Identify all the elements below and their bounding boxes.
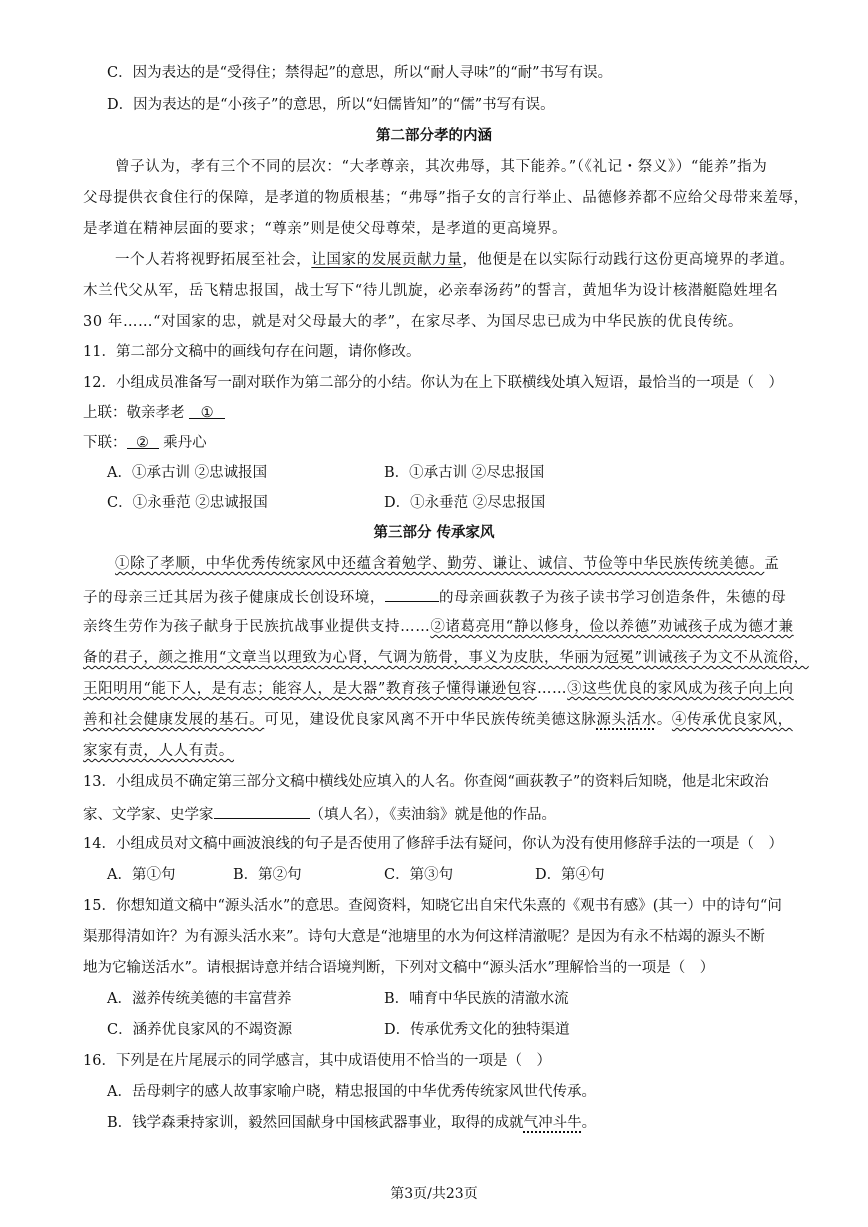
- question-11: 11．第二部分文稿中的画线句存在问题，请你修改。: [83, 344, 421, 360]
- option-c: C．涵养优良家风的不竭资源: [107, 1022, 293, 1038]
- answer-blank: [214, 802, 310, 819]
- question-15-line3: 地为它输送活水”。请根据诗意并结合语境判断，下列对文稿中“源头活水”理解恰当的一项是（ ）: [83, 960, 715, 976]
- paragraph-line: 木兰代父从军，岳飞精忠报国，战士写下“待儿凯旋，必亲奉汤药”的誓言，黄旭华为设计核潜艇隐姓埋名: [83, 283, 779, 299]
- paragraph-line: 王阳明用“能下人，是有志；能容人，是大器”教育孩子懂得谦逊包容……③这些优良的家风成为孩子向上向: [83, 681, 794, 697]
- paragraph-line: [83, 647, 809, 669]
- option-b: B．①承古训 ②尽忠报国: [384, 465, 545, 481]
- question-13-line1: 13．小组成员不确定第三部分文稿中横线处应填入的人名。你查阅“画荻教子”的资料后知晓，他是北宋政治: [83, 774, 769, 790]
- couplet-blank-2: ②: [127, 432, 159, 449]
- section-title-part2: 第二部分孝的内涵: [376, 128, 492, 144]
- underlined-sentence: 让国家的发展贡献力量: [311, 252, 463, 268]
- paragraph-line: 子的母亲三迁其居为孩子健康成长创设环境， 的母亲画荻教子为孩子读书学习创造条件，朱德的母: [83, 585, 786, 609]
- paragraph-line: 一个人若将视野拓展至社会，让国家的发展贡献力量，他便是在以实际行动践行这份更高境界的孝道。: [115, 252, 795, 268]
- paragraph-line: 亲终生劳作为孩子献身于民族抗战事业提供支持……②诸葛亮用“静以修身，俭以养德”劝诫孩子成为德才兼: [83, 619, 794, 635]
- option-a: A．①承古训 ②忠诚报国: [107, 465, 268, 481]
- wavy-sentence-3: ③这些优良的家风成为孩子向上向: [567, 681, 794, 697]
- question-15-line2: 渠那得清如许？为有源头活水来”。诗句大意是“池塘里的水为何这样清澈呢？是因为有永不枯竭的源头不断: [83, 929, 765, 945]
- wavy-sentence-2-end: 王阳明用“能下人，是有志；能容人，是大器”教育孩子懂得谦逊包容: [83, 681, 537, 697]
- name-blank: [385, 585, 439, 602]
- couplet-blank-1: ①: [189, 402, 225, 419]
- option-d: D．第④句: [535, 867, 605, 883]
- section-title-part3: 第三部分 传承家风: [373, 525, 495, 541]
- question-12-stem: 12．小组成员准备写一副对联作为第二部分的小结。你认为在上下联横线处填入短语，最恰当的一项是（ ）: [83, 375, 783, 391]
- option-d: D．①永垂范 ②尽忠报国: [384, 495, 546, 511]
- paragraph-line: ①除了孝顺，中华优秀传统家风中还蕴含着勉学、勤劳、谦让、诚信、节俭等中华民族传统美德。孟: [115, 556, 780, 572]
- option-b: B．第②句: [233, 867, 302, 883]
- wavy-sentence-4: ④传承优良家风，: [671, 712, 793, 728]
- wavy-sentence-2: ②诸葛亮用“静以修身，俭以养德”劝诫孩子成为德才兼: [430, 619, 794, 635]
- wavy-sentence-4-cont: 家家有责，人人有责。: [83, 743, 234, 759]
- option-b: B．钱学森秉持家训，毅然回国献身中国核武器事业，取得的成就气冲斗牛。: [107, 1115, 597, 1131]
- option-d: D．传承优秀文化的独特渠道: [384, 1022, 570, 1038]
- option-a: A．岳母刺字的感人故事家喻户晓，精忠报国的中华优秀传统家风世代传承。: [107, 1084, 596, 1100]
- wavy-sentence-2-cont: 备的君子，颜之推用“文章当以理致为心肾，气调为筋骨，事义为皮肤，华丽为冠冕”训诫孩子为文不从流俗，: [83, 650, 809, 666]
- option-d: D．因为表达的是“小孩子”的意思，所以“妇儒皆知”的“儒”书写有误。: [107, 97, 555, 113]
- dotted-idiom: 气冲斗牛: [523, 1115, 582, 1131]
- wavy-sentence-3-cont: 善和社会健康发展的基石。: [83, 712, 265, 728]
- paragraph-line: 30 年……“对国家的忠，就是对父母最大的孝”，在家尽孝、为国尽忠已成为中华民族的优良传统。: [83, 314, 743, 330]
- option-b: B．哺育中华民族的清澈水流: [384, 991, 569, 1007]
- page-number: 第3页/共23页: [390, 1186, 478, 1202]
- couplet-upper: 上联：敬亲孝老 ①: [83, 402, 225, 424]
- option-c: C．①永垂范 ②忠诚报国: [107, 495, 268, 511]
- option-a: A．滋养传统美德的丰富营养: [107, 991, 292, 1007]
- paragraph-line: 父母提供衣食住行的保障，是孝道的物质根基；“弗辱”指子女的言行举止、品德修养都不应给父母带来羞辱，: [83, 190, 809, 206]
- option-c: C．因为表达的是“受得住；禁得起”的意思，所以“耐人寻味”的“耐”书写有误。: [107, 65, 613, 81]
- question-15-line1: 15．你想知道文稿中“源头活水”的意思。查阅资料，知晓它出自宋代朱熹的《观书有感》(其一）中的诗句“问: [83, 898, 782, 914]
- question-14-stem: 14．小组成员对文稿中画波浪线的句子是否使用了修辞手法有疑问，你认为没有使用修辞手法的一项是（ ）: [83, 836, 783, 852]
- paragraph-line: 善和社会健康发展的基石。可见，建设优良家风离不开中华民族传统美德这脉源头活水。④传承优良家风，: [83, 712, 793, 728]
- paragraph-line: 曾子认为，孝有三个不同的层次：“大孝尊亲，其次弗辱，其下能养。”（《礼记・祭义》）“能养”指为: [115, 159, 768, 175]
- paragraph-line: 是孝道在精神层面的要求；“尊亲”则是使父母尊荣，是孝道的更高境界。: [83, 221, 568, 237]
- option-a: A．第①句: [107, 867, 176, 883]
- question-16-stem: 16．下列是在片尾展示的同学感言，其中成语使用不恰当的一项是（ ）: [83, 1053, 551, 1069]
- dotted-phrase: 源头活水: [596, 712, 657, 728]
- wavy-sentence-1: ①除了孝顺，中华优秀传统家风中还蕴含着勉学、勤劳、谦让、诚信、节俭等中华民族传统美德。: [115, 556, 765, 572]
- question-13-line2: 家、文学家、史学家 （填人名），《卖油翁》就是他的作品。: [83, 802, 556, 826]
- couplet-lower: 下联： ② 乘丹心: [83, 432, 207, 454]
- paragraph-line: [83, 740, 234, 762]
- option-c: C．第③句: [384, 867, 454, 883]
